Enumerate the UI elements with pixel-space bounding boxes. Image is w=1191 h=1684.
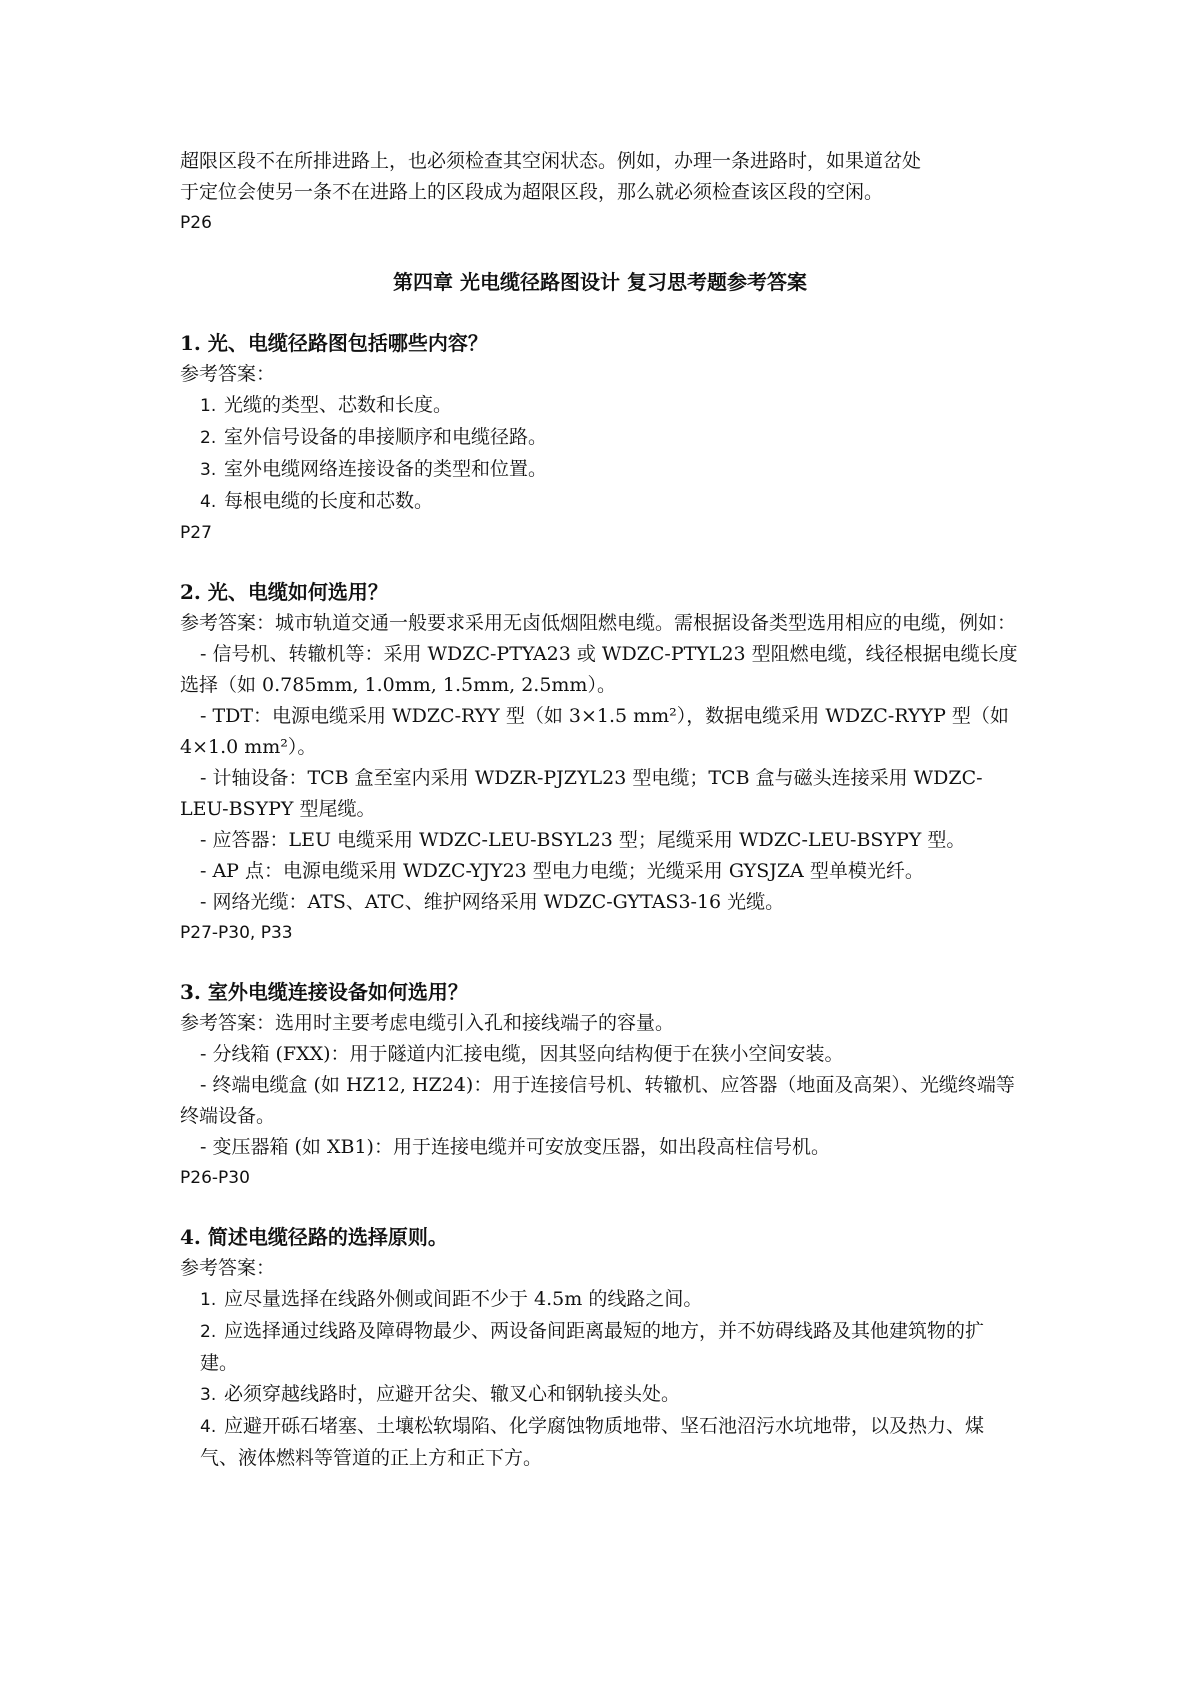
- answer-item: [180, 422, 1020, 454]
- answer-item: [180, 1316, 1020, 1379]
- answer-subitem: - 计轴设备：TCB 盒至室内采用 WDZR-PJZYL23 型电缆；TCB 盒与磁头连接采用 WDZC-LEU-BSYPY 型尾缆。: [180, 767, 983, 820]
- page-reference: P26: [180, 213, 212, 233]
- answer-subitem: - TDT：电源电缆采用 WDZC-RYY 型（如 3×1.5 mm²），数据电缆采用 WDZC-RYYP 型（如 4×1.0 mm²）。: [180, 705, 1009, 758]
- answer-item: [180, 1411, 1020, 1474]
- item-text: 室外信号设备的串接顺序和电缆径路。: [224, 426, 548, 448]
- item-number: 4.: [200, 1417, 217, 1437]
- chapter-title: 第四章 光电缆径路图设计 复习思考题参考答案: [393, 270, 807, 294]
- answer-label: 参考答案：: [180, 363, 276, 385]
- item-number: 1.: [200, 396, 217, 416]
- item-text: 应尽量选择在线路外侧或间距不少于 4.5m 的线路之间。: [224, 1288, 703, 1310]
- answer-text: 参考答案：城市轨道交通一般要求采用无卤低烟阻燃电缆。需根据设备类型选用相应的电缆，例如：: [180, 612, 1017, 634]
- answer-item: [180, 454, 1020, 486]
- question-3: [180, 977, 1020, 1194]
- item-text: 室外电缆网络连接设备的类型和位置。: [224, 458, 548, 480]
- document-body: [180, 146, 1020, 1502]
- answer-item: [180, 1284, 1020, 1316]
- answer-subitem: - 终端电缆盒 (如 HZ12, HZ24)：用于连接信号机、转辙机、应答器（地面及高架）、光缆终端等终端设备。: [180, 1074, 1015, 1127]
- intro-line: 于定位会使另一条不在进路上的区段成为超限区段，那么就必须检查该区段的空闲。: [180, 181, 884, 203]
- item-number: 2.: [200, 1322, 217, 1342]
- page-reference: P27-P30, P33: [180, 923, 293, 943]
- question-2: [180, 577, 1020, 949]
- item-text: 必须穿越线路时，应避开岔尖、辙叉心和钢轨接头处。: [224, 1383, 681, 1405]
- answer-subitem: - 分线箱 (FXX)：用于隧道内汇接电缆，因其竖向结构便于在狭小空间安装。: [200, 1043, 844, 1065]
- answer-item: [180, 486, 1020, 518]
- intro-section: [180, 146, 1020, 239]
- answer-subitem: - 信号机、转辙机等：采用 WDZC-PTYA23 或 WDZC-PTYL23 型阻燃电缆，线径根据电缆长度选择（如 0.785mm, 1.0mm, 1.5mm, 2.5mm）。: [180, 643, 1018, 696]
- item-text: 光缆的类型、芯数和长度。: [224, 394, 453, 416]
- page-reference: P27: [180, 523, 212, 543]
- question-title: 2. 光、电缆如何选用？: [180, 580, 388, 604]
- intro-line: 超限区段不在所排进路上，也必须检查其空闲状态。例如，办理一条进路时，如果道岔处: [180, 150, 922, 172]
- answer-item: [180, 1379, 1020, 1411]
- item-text: 应选择通过线路及障碍物最少、两设备间距离最短的地方，并不妨碍线路及其他建筑物的扩建。: [200, 1320, 985, 1374]
- answer-label: 参考答案：: [180, 1257, 276, 1279]
- page-reference: P26-P30: [180, 1168, 250, 1188]
- answer-subitem: - AP 点：电源电缆采用 WDZC-YJY23 型电力电缆；光缆采用 GYSJZA 型单模光纤。: [200, 860, 924, 882]
- answer-text: 参考答案：选用时主要考虑电缆引入孔和接线端子的容量。: [180, 1012, 675, 1034]
- item-number: 4.: [200, 492, 217, 512]
- question-title: 1. 光、电缆径路图包括哪些内容？: [180, 331, 488, 355]
- item-number: 2.: [200, 428, 217, 448]
- question-1: [180, 328, 1020, 549]
- item-number: 3.: [200, 460, 217, 480]
- question-title: 4. 简述电缆径路的选择原则。: [180, 1225, 448, 1249]
- answer-subitem: - 网络光缆：ATS、ATC、维护网络采用 WDZC-GYTAS3-16 光缆。: [200, 891, 785, 913]
- question-title: 3. 室外电缆连接设备如何选用？: [180, 980, 468, 1004]
- answer-subitem: - 变压器箱 (如 XB1)：用于连接电缆并可安放变压器，如出段高柱信号机。: [200, 1136, 830, 1158]
- question-4: [180, 1222, 1020, 1474]
- item-number: 1.: [200, 1290, 217, 1310]
- answer-item: [180, 390, 1020, 422]
- item-text: 应避开砾石堵塞、土壤松软塌陷、化学腐蚀物质地带、坚石池沼污水坑地带，以及热力、煤气、液体燃料等管道的正上方和正下方。: [200, 1415, 985, 1469]
- item-number: 3.: [200, 1385, 217, 1405]
- answer-subitem: - 应答器：LEU 电缆采用 WDZC-LEU-BSYL23 型；尾缆采用 WDZC-LEU-BSYPY 型。: [200, 829, 966, 851]
- item-text: 每根电缆的长度和芯数。: [224, 490, 434, 512]
